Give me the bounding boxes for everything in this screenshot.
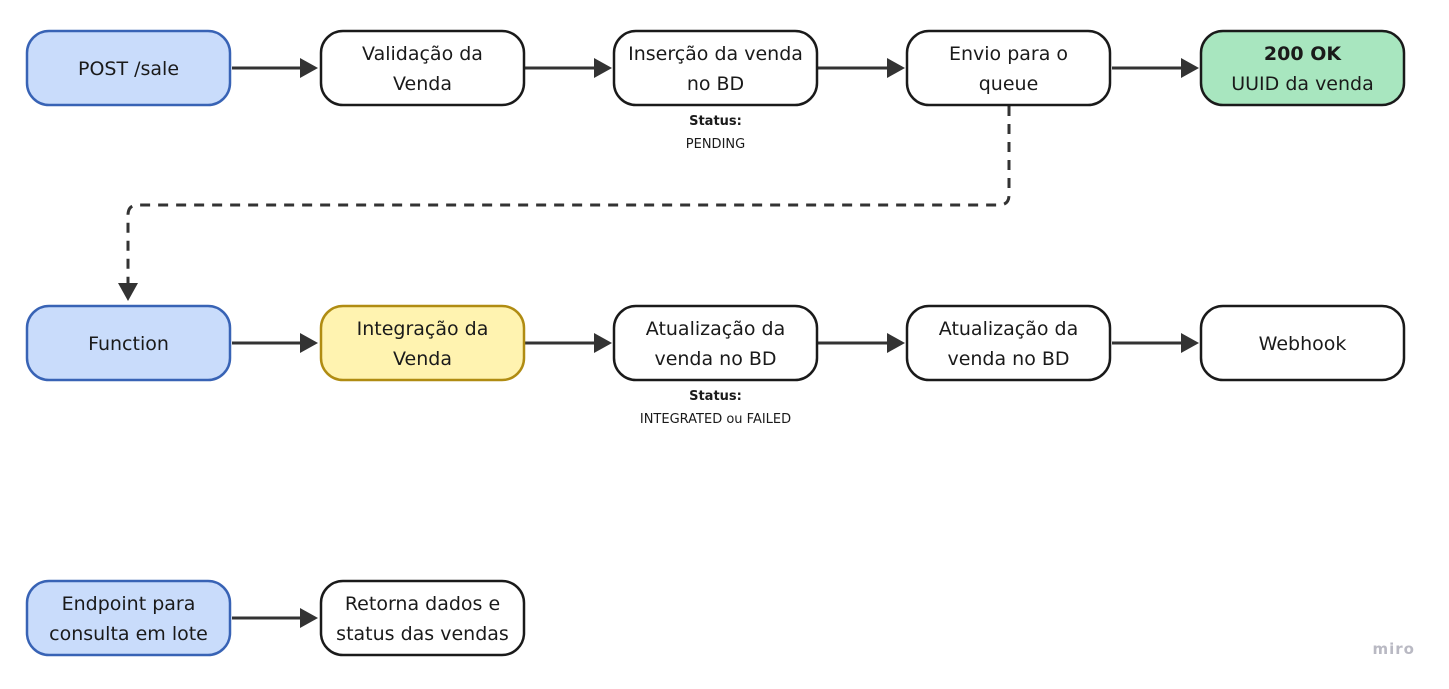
arrow-head xyxy=(1181,58,1199,78)
node-envio[interactable] xyxy=(907,31,1110,105)
node-label-line-1: Validação da xyxy=(362,43,483,65)
node-webhook[interactable] xyxy=(1201,306,1404,380)
node-label: UUID da venda xyxy=(1231,73,1374,95)
node-label-line-2: venda no BD xyxy=(654,348,777,370)
node-label-line-1: Integração da xyxy=(356,318,489,340)
arrow-head xyxy=(300,58,318,78)
node-label-line-1: Atualização da xyxy=(645,318,786,340)
node-label-line-2: status das vendas xyxy=(336,623,509,645)
node-label-line-2: venda no BD xyxy=(947,348,1070,370)
node-label-line-1: Envio para o xyxy=(948,43,1069,65)
node-label-line-1: Inserção da venda xyxy=(628,43,803,65)
edge-queue-to-function xyxy=(118,106,1009,301)
node-label-line-2: consulta em lote xyxy=(49,623,208,645)
status-note-integrated xyxy=(640,389,791,427)
status-note-value: INTEGRATED ou FAILED xyxy=(639,412,792,427)
status-note-pending xyxy=(686,114,745,152)
node-insercao[interactable] xyxy=(614,31,817,105)
arrow-head xyxy=(887,333,905,353)
status-note-label: Status: xyxy=(689,114,742,129)
node-title: 200 OK xyxy=(1263,43,1342,65)
arrow-head xyxy=(594,333,612,353)
status-note-value: PENDING xyxy=(685,137,746,152)
node-function[interactable] xyxy=(27,306,230,380)
arrow-head xyxy=(887,58,905,78)
node-label-line-1: Endpoint para xyxy=(61,593,196,615)
node-label: POST /sale xyxy=(77,58,180,80)
arrow-head xyxy=(594,58,612,78)
arrow-head xyxy=(118,283,138,301)
node-label-line-2: Venda xyxy=(393,73,452,95)
node-integracao[interactable] xyxy=(321,306,524,380)
miro-watermark: miro xyxy=(1372,640,1415,658)
arrow-head xyxy=(300,333,318,353)
node-label-line-1: Retorna dados e xyxy=(344,593,501,615)
node-validacao[interactable] xyxy=(321,31,524,105)
node-retorna[interactable] xyxy=(321,581,524,655)
node-label-line-2: Venda xyxy=(393,348,452,370)
node-post-sale[interactable] xyxy=(27,31,230,105)
node-label-line-2: queue xyxy=(978,73,1039,95)
node-atualizacao-2[interactable] xyxy=(907,306,1110,380)
node-label-line-1: Atualização da xyxy=(938,318,1079,340)
node-label: Function xyxy=(88,333,169,355)
node-200-ok[interactable] xyxy=(1201,31,1404,105)
arrow-head xyxy=(300,608,318,628)
arrow-head xyxy=(1181,333,1199,353)
node-atualizacao-1[interactable] xyxy=(614,306,817,380)
edges-row-3 xyxy=(232,608,318,628)
node-endpoint[interactable] xyxy=(27,581,230,655)
node-label-line-2: no BD xyxy=(686,73,745,95)
status-note-label: Status: xyxy=(689,389,742,404)
dashed-connector xyxy=(128,106,1009,288)
node-label: Webhook xyxy=(1258,333,1347,355)
